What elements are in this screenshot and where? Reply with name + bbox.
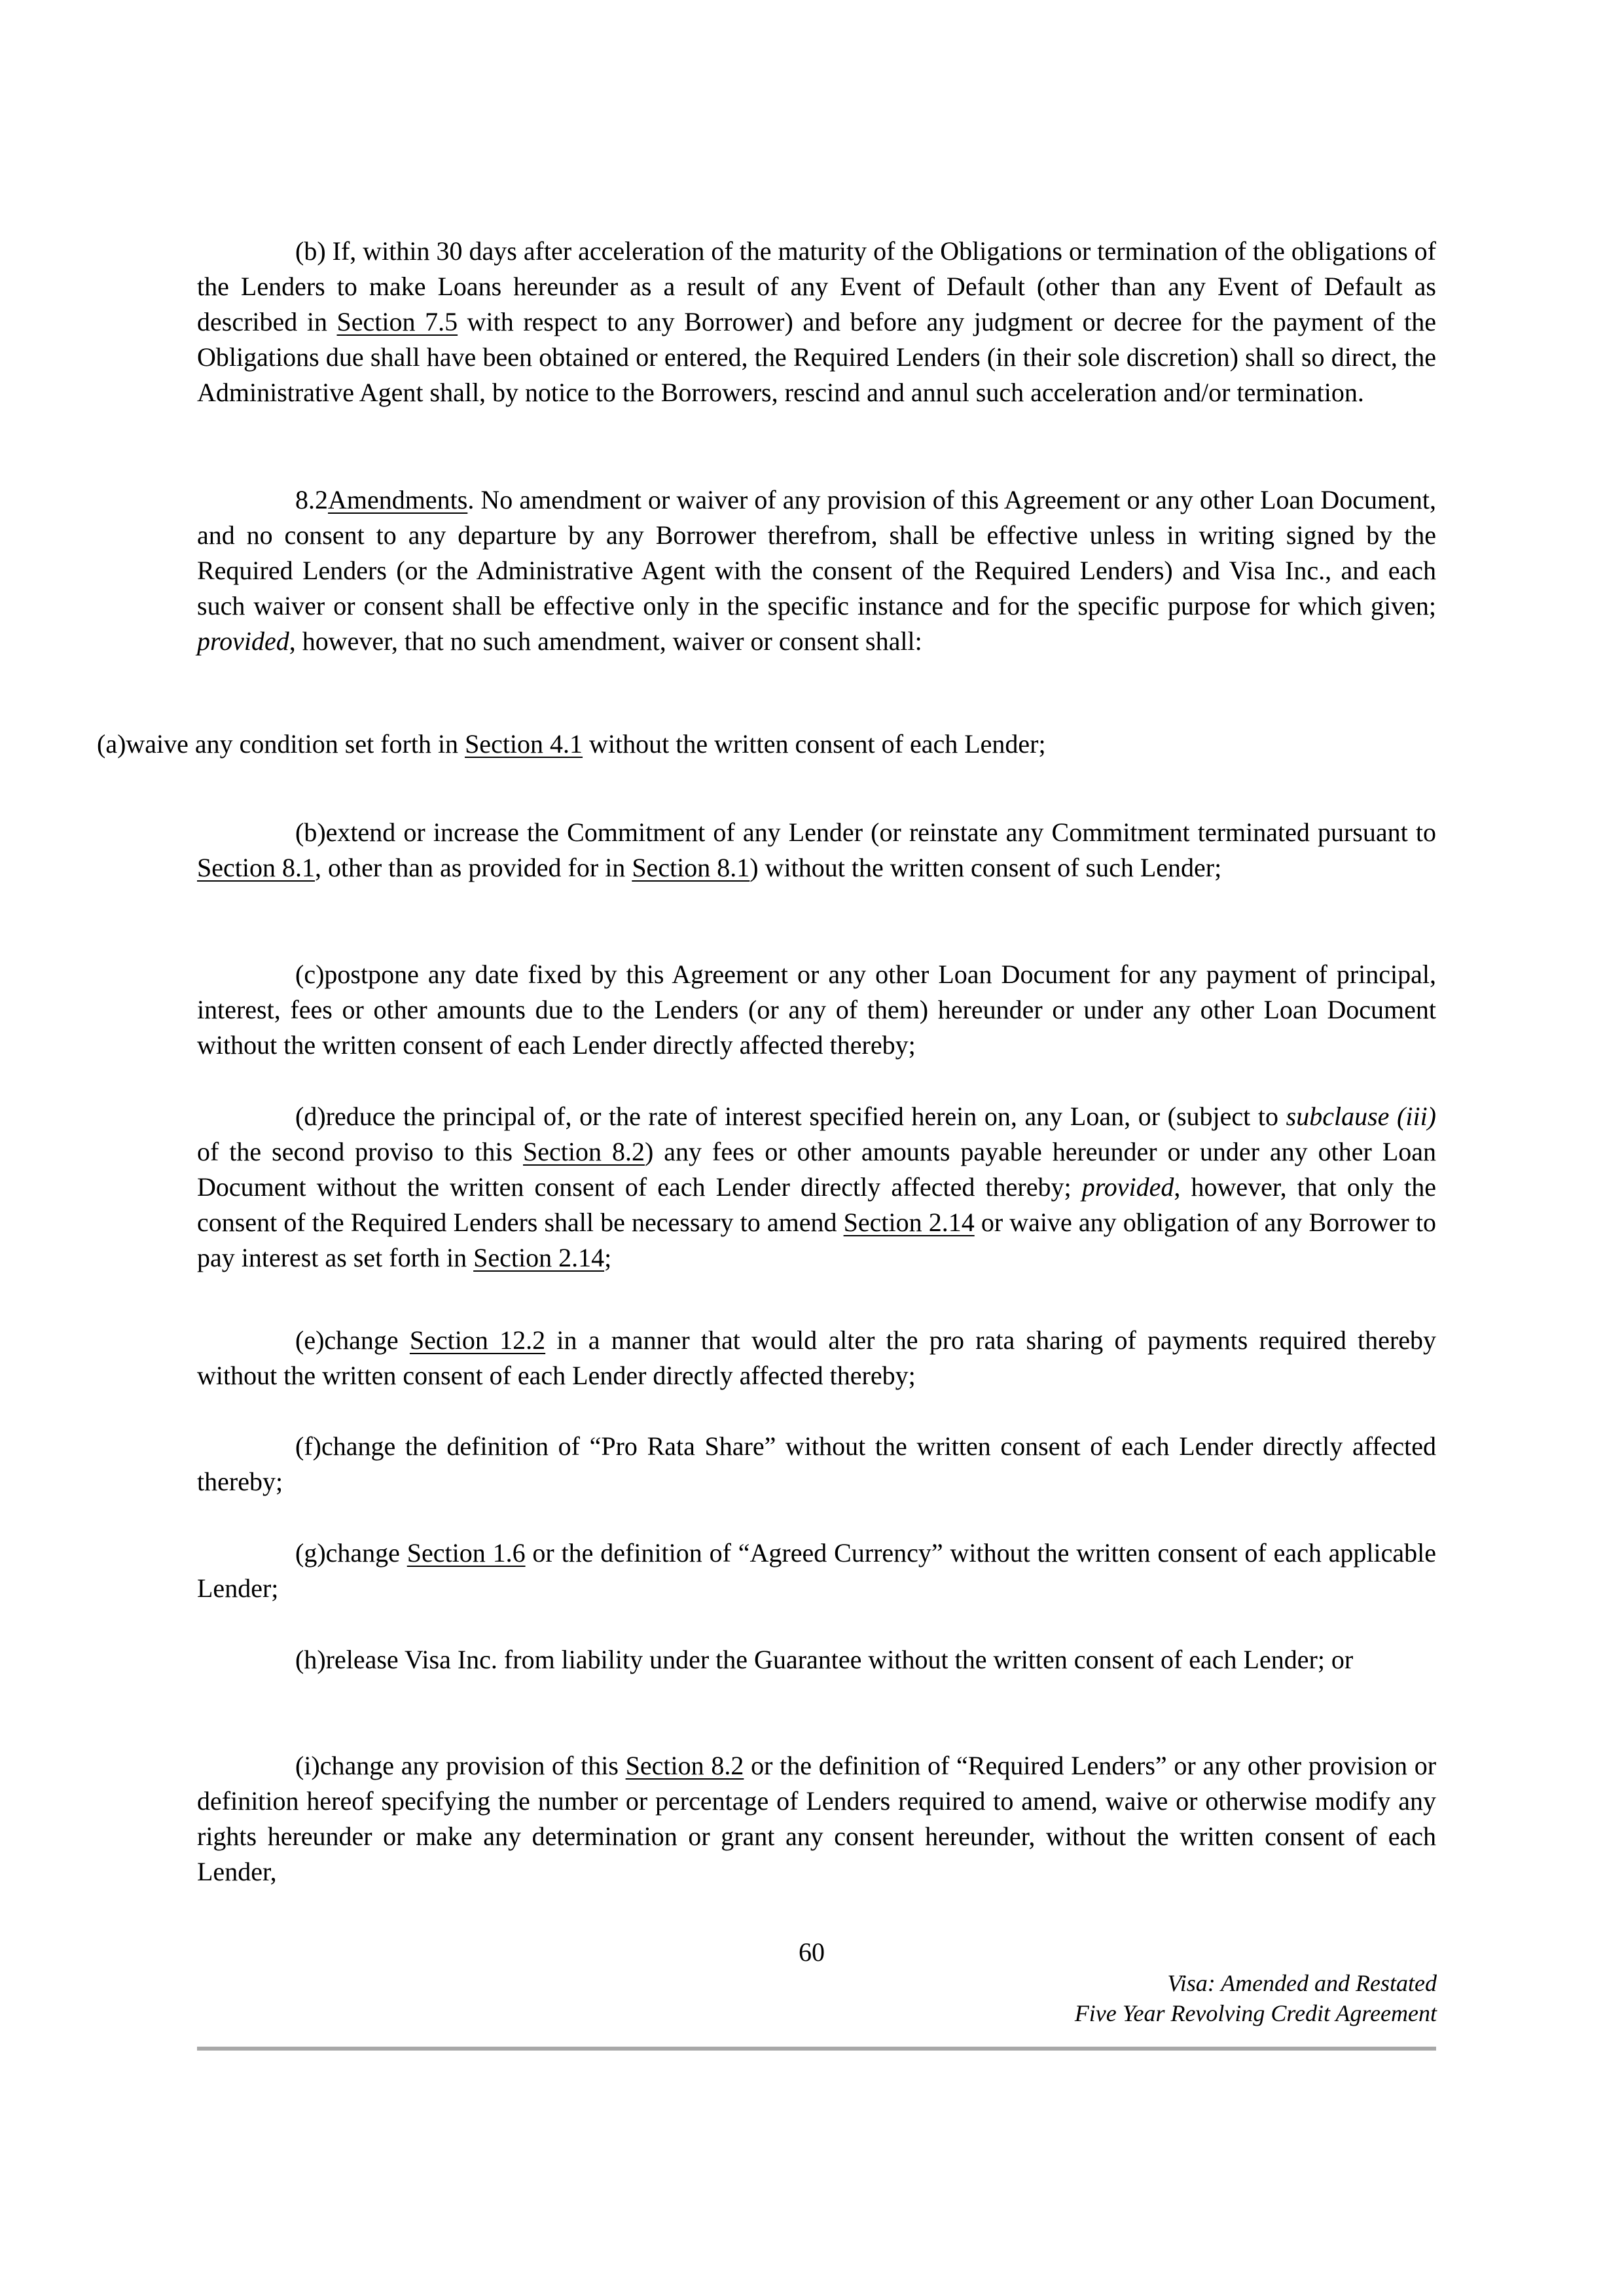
section-link-2-14-second[interactable]: Section 2.14	[473, 1243, 605, 1272]
section-link-8-2-clause-i[interactable]: Section 8.2	[625, 1751, 744, 1780]
clause-f: (f)change the definition of “Pro Rata Share” without the written consent of each Lender directly affected thereby;	[197, 1431, 1436, 1496]
section-link-1-6[interactable]: Section 1.6	[406, 1538, 526, 1568]
clause-a: (a)waive any condition set forth in Section 4.1 without the written consent of each Lender;	[97, 729, 1046, 759]
section-link-8-1-second[interactable]: Section 8.1	[632, 853, 750, 882]
section-number: 8.2	[295, 485, 328, 514]
section-link-8-2[interactable]: Section 8.2	[523, 1137, 645, 1166]
footer-divider	[197, 2047, 1436, 2051]
clause-g: (g)change Section 1.6 or the definition of “Agreed Currency” without the written consent of each applicable Lender;	[197, 1538, 1437, 1603]
clause-c: (c)postpone any date fixed by this Agreement or any other Loan Document for any payment of principal, interest, fees or other amounts due to the Lenders (or any of them) hereunder or under any other Loan Document without the written consent of each Lender directly affected thereby;	[197, 960, 1436, 1060]
clause-d: (d)reduce the principal of, or the rate of interest specified herein on, any Loan, or (subject to subclause (iii) of the second proviso to this Section 8.2) any fees or other amounts payable hereunder or under any other Loan Document without the written consent of each Lender directly affected thereby; provided, however, that only the consent of the Required Lenders shall be necessary to amend Section 2.14 or waive any obligation of any Borrower to pay interest as set forth in Section 2.14;	[197, 1102, 1437, 1272]
clause-e: (e)change Section 12.2 in a manner that would alter the pro rata sharing of payments required thereby without the written consent of each Lender directly affected thereby;	[197, 1325, 1436, 1390]
section-link-8-1[interactable]: Section 8.1	[197, 853, 315, 882]
section-heading: Amendments	[328, 485, 468, 514]
section-link-12-2[interactable]: Section 12.2	[409, 1325, 546, 1355]
document-footer	[1075, 1968, 1437, 2028]
section-8-2-amendments: 8.2Amendments. No amendment or waiver of any provision of this Agreement or any other Loan Document, and no consent to any departure by any Borrower therefrom, shall be effective unless in writing signed by the Required Lenders (or the Administrative Agent with the consent of the Required Lenders) and Visa Inc., and each such waiver or consent shall be effective only in the specific instance and for the specific purpose for which given; provided, however, that no such amendment, waiver or consent shall:	[197, 485, 1436, 656]
section-link-4-1[interactable]: Section 4.1	[465, 729, 583, 759]
clause-h: (h)release Visa Inc. from liability under the Guarantee without the written consent of each Lender; or	[295, 1645, 1354, 1674]
clause-b: (b)extend or increase the Commitment of any Lender (or reinstate any Commitment terminated pursuant to Section 8.1, other than as provided for in Section 8.1) without the written consent of such Lender;	[197, 817, 1436, 882]
section-link-7-5[interactable]: Section 7.5	[336, 307, 458, 336]
section-link-2-14[interactable]: Section 2.14	[843, 1208, 975, 1237]
footer-line-1: Visa: Amended and Restated	[1167, 1970, 1437, 1996]
paragraph-b-rescission: (b) If, within 30 days after acceleration of the maturity of the Obligations or termination of the obligations of the Lenders to make Loans hereunder as a result of any Event of Default (other than any Event of Default as described in Section 7.5 with respect to any Borrower) and before any judgment or decree for the payment of the Obligations due shall have been obtained or entered, the Required Lenders (in their sole discretion) shall so direct, the Administrative Agent shall, by notice to the Borrowers, rescind and annul such acceleration and/or termination.	[197, 236, 1436, 407]
clause-i: (i)change any provision of this Section 8.2 or the definition of “Required Lenders” or any other provision or definition hereof specifying the number or percentage of Lenders required to amend, waive or otherwise modify any rights hereunder or make any determination or grant any consent hereunder, without the written consent of each Lender,	[197, 1751, 1437, 1886]
page-number: 60	[799, 1937, 825, 1967]
footer-line-2: Five Year Revolving Credit Agreement	[1074, 2000, 1437, 2026]
